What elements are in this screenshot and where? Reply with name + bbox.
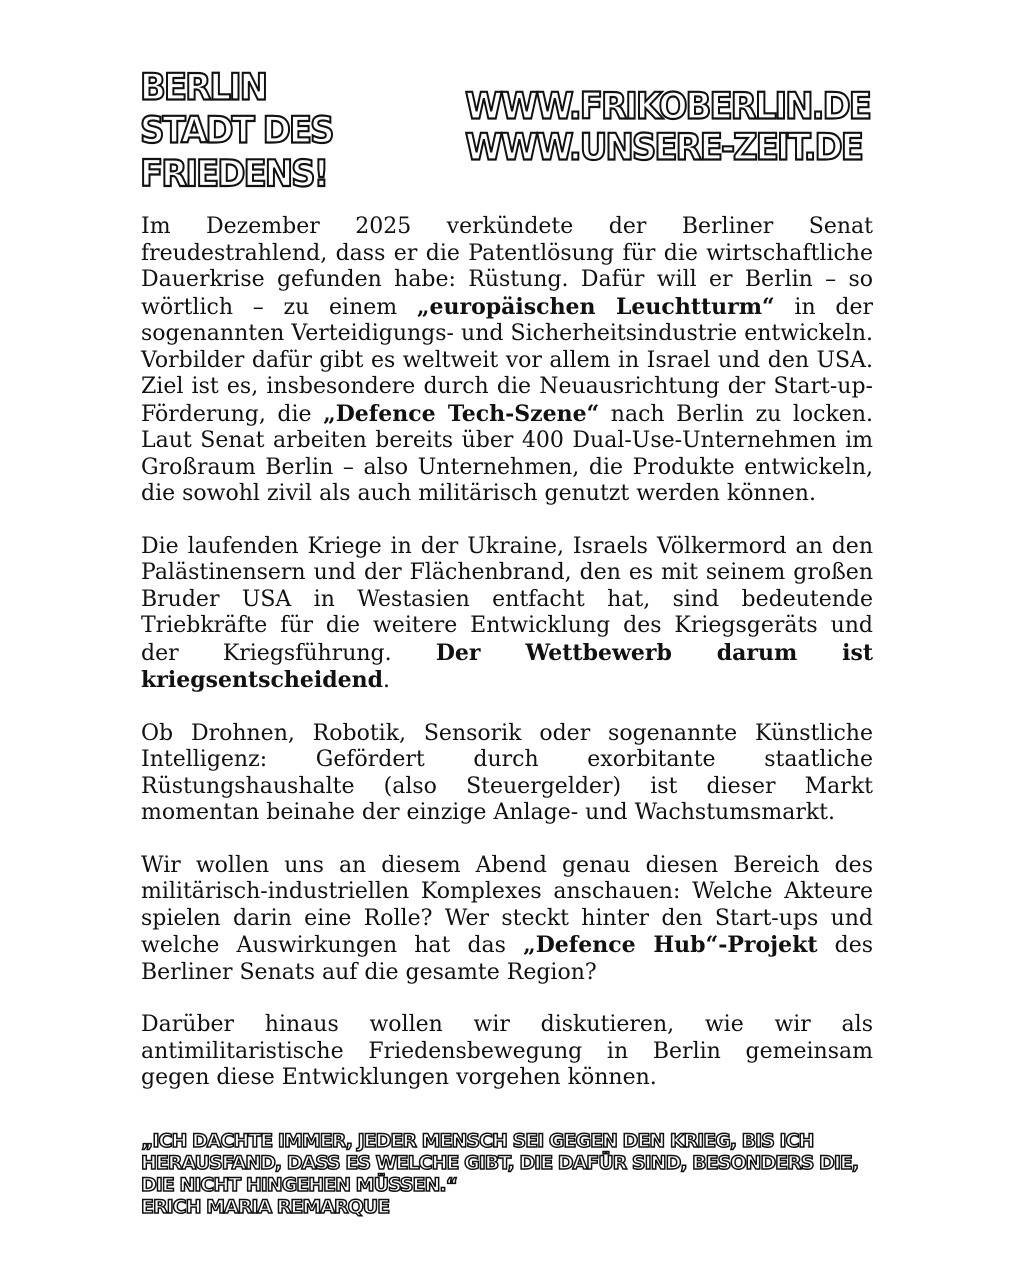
website-links (465, 86, 870, 168)
paragraph-4: Wir wollen uns an diesem Abend genau diesen Bereich des militärisch-industriellen Komplexes anschauen: Welche Akteure spielen darin eine Rolle? Wer steckt hinter den Start-ups und welche Auswirkungen hat das „Defence Hub“-Projekt des Berliner Senats auf die gesamte Region? (141, 852, 874, 985)
highlight-leuchtturm: „europäischen Leuchtturm“ (416, 293, 775, 320)
highlight-wettbewerb: Der Wettbewerb darum ist kriegsentscheidend (141, 639, 873, 693)
paragraph-3: Ob Drohnen, Robotik, Sensorik oder sogenannte Künstliche Intelligenz: Gefördert durch exorbitante staatliche Rüstungshaushalte (also Steuergelder) ist dieser Markt momentan beinahe der einzige Anlage- und Wachstumsmarkt. (141, 720, 873, 825)
quote-author: ERICH MARIA REMARQUE (141, 1196, 390, 1218)
quote-line: DIE NICHT HINGEHEN MÜSSEN.“ (141, 1174, 458, 1196)
article-body (141, 214, 873, 1118)
url-frikoberlin[interactable]: WWW.FRIKOBERLIN.DE (465, 84, 870, 129)
highlight-defence-hub: „Defence Hub“-Projekt (523, 932, 818, 958)
url-unsere-zeit[interactable]: WWW.UNSERE-ZEIT.DE (465, 125, 862, 170)
quote-line: „ICH DACHTE IMMER, JEDER MENSCH SEI GEGEN DEN KRIEG, BIS ICH (141, 1130, 814, 1152)
brand-line: STADT DES (140, 109, 333, 153)
paragraph-1: Im Dezember 2025 verkündete der Berliner Senat freudestrahlend, dass er die Patentlösung für die wirtschaftliche Dauerkrise gefunden habe: Rüstung. Dafür will er Berlin – so wörtlich – zu einem „europäischen Leuchtturm“ in der sogenannten Verteidigungs- und Sicherheitsindustrie entwickeln. Vorbilder dafür gibt es weltweit vor allem in Israel und den USA. Ziel ist es, insbesondere durch die Neuausrichtung der Start-up-Förderung, die „Defence Tech-Szene“ nach Berlin zu locken. Laut Senat arbeiten bereits über 400 Dual-Use-Unternehmen im Großraum Berlin – also Unternehmen, die Produkte entwickeln, die sowohl zivil als auch militärisch genutzt werden können. (141, 214, 874, 506)
brand-line: FRIEDENS! (140, 152, 328, 196)
brand-title (140, 66, 333, 196)
remarque-quote (141, 1130, 881, 1218)
quote-line: HERAUSFAND, DASS ES WELCHE GIBT, DIE DAFÜR SIND, BESONDERS DIE, (141, 1152, 859, 1174)
brand-line: BERLIN (140, 66, 267, 110)
paragraph-5: Darüber hinaus wollen wir diskutieren, wie wir als antimilitaristische Friedensbewegung in Berlin gemeinsam gegen diese Entwicklungen vorgehen können. (141, 1012, 873, 1090)
highlight-defence-tech: „Defence Tech-Szene“ (323, 400, 600, 427)
paragraph-2: Die laufenden Kriege in der Ukraine, Israels Völkermord an den Palästinensern und der Flächenbrand, den es mit seinem großen Bruder USA in Westasien entfacht hat, sind bedeutende Triebkräfte für die weitere Entwicklung des Kriegsgeräts und der Kriegsführung. Der Wettbewerb darum ist kriegsentscheidend. (141, 533, 873, 693)
